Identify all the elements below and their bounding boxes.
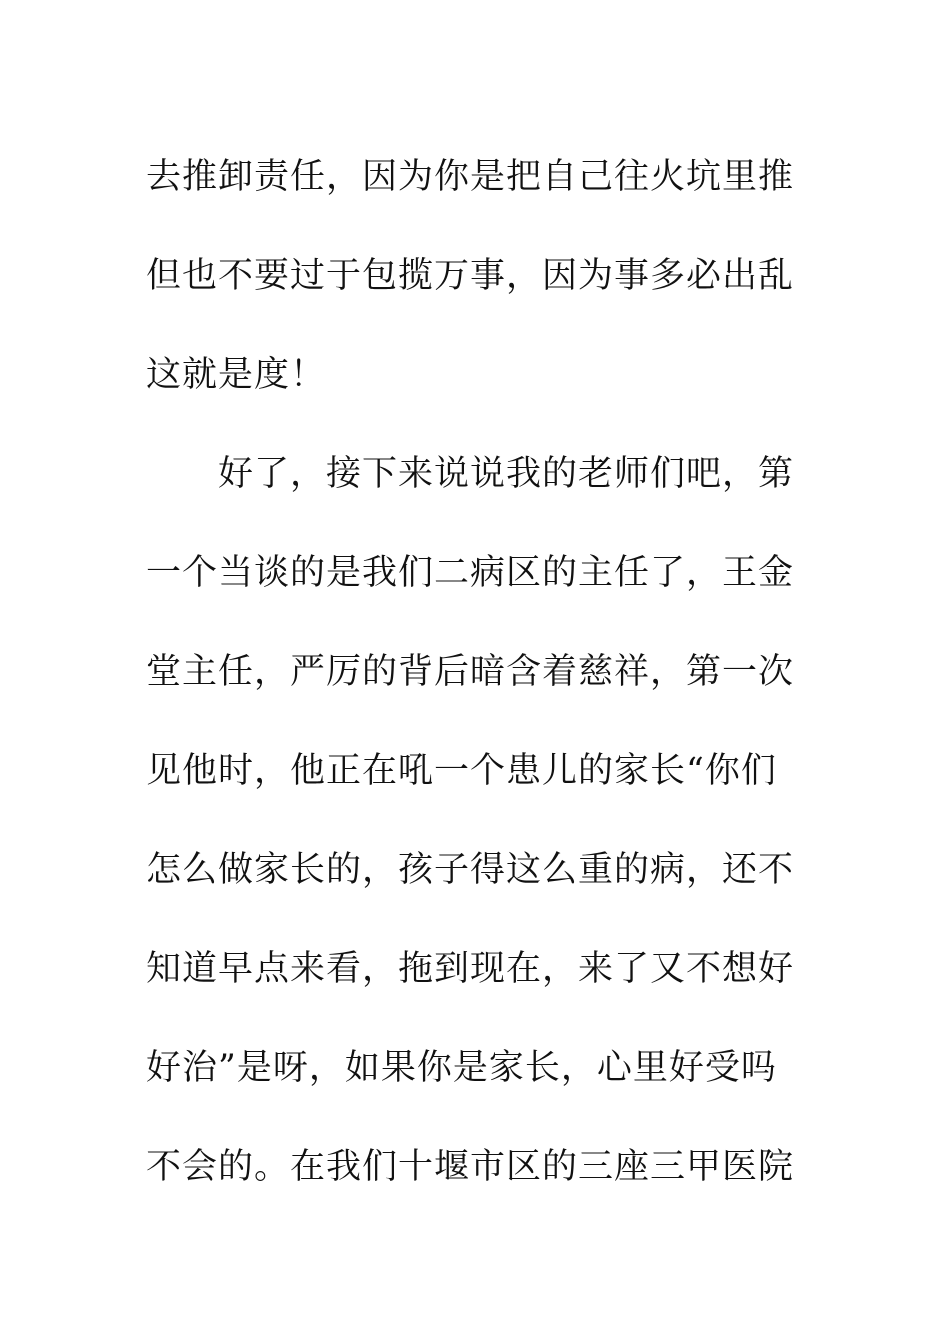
text-line: 好治”是呀，如果你是家长，心里好受吗 [146,1048,777,1088]
text-line: 一个当谈的是我们二病区的主任了，王金 [146,553,795,593]
text-line: 不会的。在我们十堰市区的三座三甲医院 [146,1147,795,1187]
text-line: 这就是度！ [146,355,327,395]
text-line: 但也不要过于包揽万事，因为事多必出乱 [146,256,795,296]
text-line: 去推卸责任，因为你是把自己往火坑里推 [146,157,795,197]
text-line: 堂主任，严厉的背后暗含着慈祥，第一次 [146,652,795,692]
document-body [146,128,806,1217]
text-line: 知道早点来看，拖到现在，来了又不想好 [146,949,795,989]
paragraph-start-line: 好了，接下来说说我的老师们吧，第 [218,454,795,494]
text-line: 见他时，他正在吼一个患儿的家长“你们 [146,751,777,791]
text-line: 怎么做家长的，孩子得这么重的病，还不 [146,850,795,890]
